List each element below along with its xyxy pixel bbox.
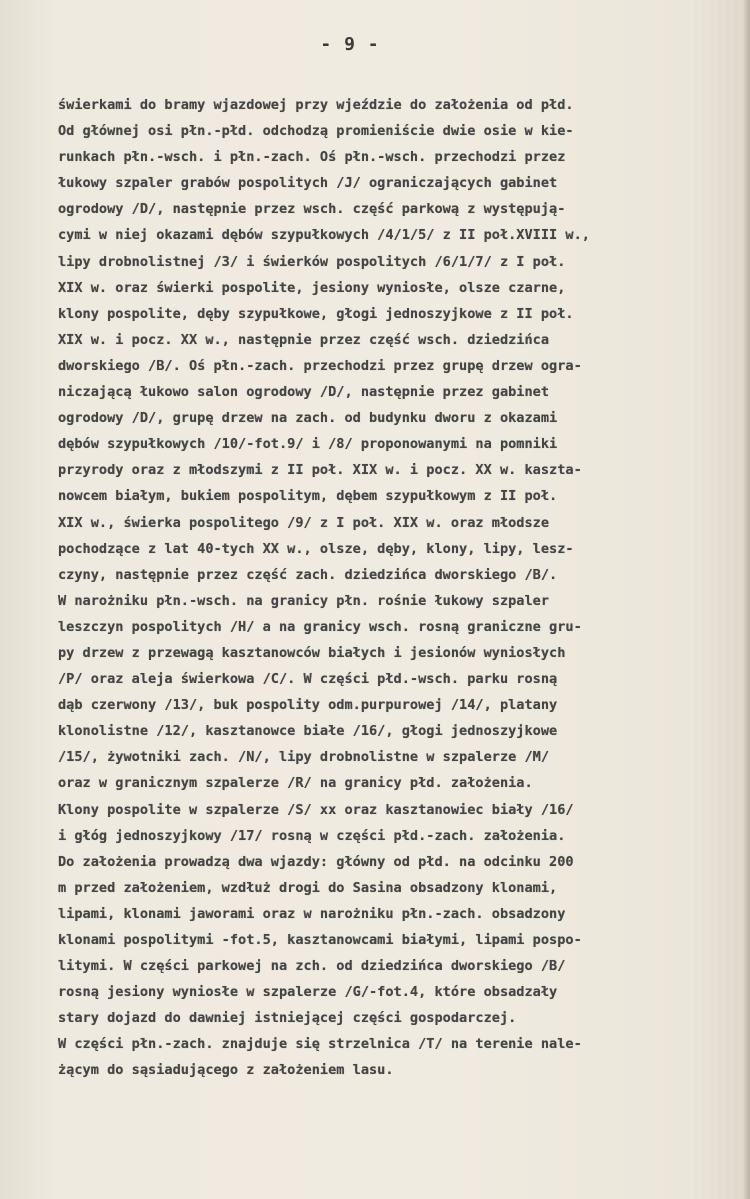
text-line: cymi w niej okazami dębów szypułkowych /4/1/5/ z II poł.XVIII w., [58, 227, 590, 244]
text-line: XIX w. oraz świerki pospolite, jesiony wyniosłe, olsze czarne, [58, 279, 566, 296]
text-line: i głóg jednoszyjkowy /17/ rosną w części płd.-zach. założenia. [58, 827, 566, 844]
text-line: pochodzące z lat 40-tych XX w., olsze, dęby, klony, lipy, lesz- [58, 540, 574, 557]
text-line: łukowy szpaler grabów pospolitych /J/ ograniczających gabinet [58, 175, 558, 192]
text-line: żącym do sąsiadującego z założeniem lasu. [58, 1062, 394, 1079]
text-line: dworskiego /B/. Oś płn.-zach. przechodzi przez grupę drzew ogra- [58, 357, 582, 374]
text-line: klonolistne /12/, kasztanowce białe /16/, głogi jednoszyjkowe [58, 723, 558, 740]
text-line: lipy drobnolistnej /3/ i świerków pospolitych /6/1/7/ z I poł. [58, 253, 566, 270]
text-line: leszczyn pospolitych /H/ a na granicy wsch. rosną graniczne gru- [58, 618, 582, 635]
text-line: dębów szypułkowych /10/-fot.9/ i /8/ proponowanymi na pomniki [58, 436, 558, 453]
text-line: /15/, żywotniki zach. /N/, lipy drobnolistne w szpalerze /M/ [58, 749, 550, 766]
text-line: Do założenia prowadzą dwa wjazdy: główny od płd. na odcinku 200 [58, 853, 574, 870]
text-line: stary dojazd do dawniej istniejącej części gospodarczej. [58, 1010, 517, 1027]
text-line: Od głównej osi płn.-płd. odchodzą promieniście dwie osie w kie- [58, 123, 574, 140]
text-line: czyny, następnie przez część zach. dziedzińca dworskiego /B/. [58, 566, 558, 583]
typewritten-text-body [58, 92, 748, 1084]
text-line: rosną jesiony wyniosłe w szpalerze /G/-fot.4, które obsadzały [58, 984, 558, 1001]
text-line: Klony pospolite w szpalerze /S/ xx oraz kasztanowiec biały /16/ [58, 801, 574, 818]
text-line: ogrodowy /D/, grupę drzew na zach. od budynku dworu z okazami [58, 410, 558, 427]
text-line: klony pospolite, dęby szypułkowe, głogi jednoszyjkowe z II poł. [58, 305, 574, 322]
text-line: W narożniku płn.-wsch. na granicy płn. rośnie łukowy szpaler [58, 592, 550, 609]
text-line: przyrody oraz z młodszymi z II poł. XIX w. i pocz. XX w. kaszta- [58, 462, 582, 479]
text-line: dąb czerwony /13/, buk pospolity odm.purpurowej /14/, platany [58, 697, 558, 714]
text-line: XIX w. i pocz. XX w., następnie przez część wsch. dziedzińca [58, 331, 550, 348]
text-line: m przed założeniem, wzdłuż drogi do Sasina obsadzony klonami, [58, 879, 558, 896]
text-line: /P/ oraz aleja świerkowa /C/. W części płd.-wsch. parku rosną [58, 671, 558, 688]
text-line: nowcem białym, bukiem pospolitym, dębem szypułkowym z II poł. [58, 488, 558, 505]
text-line: py drzew z przewagą kasztanowców białych i jesionów wyniosłych [58, 644, 566, 661]
text-line: niczającą łukowo salon ogrodowy /D/, następnie przez gabinet [58, 384, 550, 401]
text-line: oraz w granicznym szpalerze /R/ na granicy płd. założenia. [58, 775, 533, 792]
text-line: litymi. W części parkowej na zch. od dziedzińca dworskiego /B/ [58, 958, 566, 975]
text-line: lipami, klonami jaworami oraz w narożniku płn.-zach. obsadzony [58, 905, 566, 922]
text-line: runkach płn.-wsch. i płn.-zach. Oś płn.-wsch. przechodzi przez [58, 149, 566, 166]
text-line: klonami pospolitymi -fot.5, kasztanowcami białymi, lipami pospo- [58, 932, 582, 948]
text-line: W części płn.-zach. znajduje się strzelnica /T/ na terenie nale- [58, 1036, 582, 1053]
page-number: - 9 - [320, 34, 380, 55]
text-line: świerkami do bramy wjazdowej przy wjeździe do założenia od płd. [58, 97, 574, 113]
text-line: ogrodowy /D/, następnie przez wsch. część parkową z występują- [58, 201, 566, 218]
text-line: XIX w., świerka pospolitego /9/ z I poł. XIX w. oraz młodsze [58, 514, 550, 531]
